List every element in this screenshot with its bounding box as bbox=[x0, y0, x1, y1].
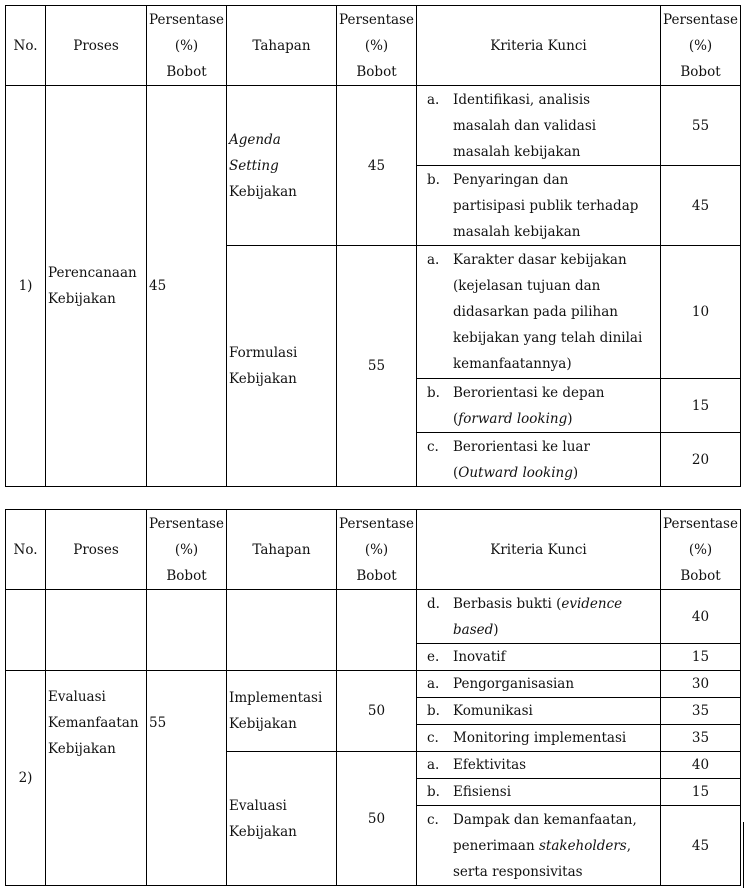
kriteria-letter: b. bbox=[427, 384, 440, 401]
kriteria-cell bbox=[417, 806, 661, 886]
tahapan-bobot: 45 bbox=[337, 86, 417, 246]
proses-line: Kebijakan bbox=[48, 741, 116, 757]
kriteria-item bbox=[419, 434, 658, 486]
kriteria-line bbox=[453, 617, 658, 643]
kriteria-italic: forward looking bbox=[458, 410, 568, 427]
row-number: 1) bbox=[6, 86, 46, 487]
header-persentase-line2: (%) bbox=[688, 37, 713, 54]
proses-bobot: 45 bbox=[147, 86, 227, 487]
header-persentase-line3: Bobot bbox=[166, 567, 207, 584]
table-header-row bbox=[6, 510, 741, 590]
kriteria-letter: c. bbox=[427, 730, 439, 746]
kriteria-text: Monitoring implementasi bbox=[453, 730, 627, 746]
kriteria-line: Dampak dan kemanfaatan, bbox=[453, 811, 637, 828]
kriteria-line: kebijakan yang telah dinilai bbox=[453, 330, 643, 346]
header-no bbox=[6, 6, 46, 86]
kriteria-text bbox=[453, 247, 658, 377]
header-tahapan bbox=[227, 510, 337, 590]
kriteria-text bbox=[453, 87, 658, 165]
kriteria-text bbox=[453, 380, 658, 432]
header-persentase-line1: Persentase bbox=[149, 11, 224, 28]
tahapan-line: Kebijakan bbox=[229, 716, 297, 732]
kriteria-italic: Outward looking bbox=[458, 464, 573, 481]
kriteria-text bbox=[453, 807, 658, 885]
header-kriteria-label: Kriteria Kunci bbox=[490, 541, 587, 558]
proses-line: Kebijakan bbox=[48, 291, 116, 307]
header-persentase-line1: Persentase bbox=[339, 11, 414, 28]
kriteria-cell bbox=[417, 433, 661, 487]
header-persentase-line3: Bobot bbox=[680, 567, 721, 584]
kriteria-cell bbox=[417, 725, 661, 752]
paren: ) bbox=[493, 621, 499, 638]
kriteria-bobot: 15 bbox=[661, 379, 741, 433]
tahapan-line: Kebijakan bbox=[229, 183, 297, 200]
tahapan-name bbox=[227, 752, 337, 886]
table-row bbox=[6, 86, 741, 166]
header-proses bbox=[46, 6, 147, 86]
header-persentase-proses bbox=[147, 510, 227, 590]
kriteria-bobot: 45 bbox=[661, 806, 741, 886]
kriteria-line bbox=[453, 591, 658, 617]
header-persentase-line2: (%) bbox=[688, 541, 713, 558]
tahapan-bobot: 50 bbox=[337, 752, 417, 886]
kriteria-plain: penerimaan bbox=[453, 837, 539, 854]
tahapan-bobot: 50 bbox=[337, 671, 417, 752]
kriteria-item bbox=[419, 752, 658, 778]
kriteria-line: (kejelasan tujuan dan bbox=[453, 278, 601, 294]
kriteria-item bbox=[419, 671, 658, 697]
header-persentase-line3: Bobot bbox=[680, 63, 721, 80]
kriteria-line: masalah kebijakan bbox=[453, 223, 581, 240]
empty-cell bbox=[6, 590, 46, 671]
header-kriteria-label: Kriteria Kunci bbox=[490, 37, 587, 54]
empty-cell bbox=[227, 590, 337, 671]
header-persentase-line1: Persentase bbox=[149, 515, 224, 532]
kriteria-letter: a. bbox=[427, 757, 440, 773]
header-persentase-line2: (%) bbox=[364, 37, 389, 54]
header-no bbox=[6, 510, 46, 590]
kriteria-letter: b. bbox=[427, 703, 440, 719]
tahapan-line: Implementasi bbox=[229, 690, 323, 706]
kriteria-cell bbox=[417, 644, 661, 671]
header-tahapan bbox=[227, 6, 337, 86]
kriteria-text: Pengorganisasian bbox=[453, 676, 575, 692]
kriteria-text bbox=[453, 434, 658, 486]
header-proses-label: Proses bbox=[73, 541, 119, 558]
header-persentase-line3: Bobot bbox=[356, 63, 397, 80]
header-persentase-tahapan bbox=[337, 6, 417, 86]
kriteria-item bbox=[419, 779, 658, 805]
kriteria-line bbox=[453, 406, 658, 432]
proses-line: Perencanaan bbox=[48, 265, 137, 281]
kriteria-cell bbox=[417, 166, 661, 246]
kriteria-line bbox=[453, 460, 658, 486]
header-proses bbox=[46, 510, 147, 590]
proses-line: Evaluasi bbox=[48, 689, 106, 705]
kriteria-text: Inovatif bbox=[453, 649, 506, 665]
paren: ) bbox=[567, 410, 573, 427]
kriteria-letter: a. bbox=[427, 91, 440, 108]
paren: ( bbox=[453, 410, 459, 427]
page-edge-line bbox=[743, 822, 744, 888]
header-tahapan-label: Tahapan bbox=[252, 541, 311, 558]
kriteria-line: Berorientasi ke luar bbox=[453, 438, 590, 455]
proses-line: Kemanfaatan bbox=[48, 715, 139, 731]
kriteria-item bbox=[419, 380, 658, 432]
kriteria-letter: d. bbox=[427, 595, 440, 612]
header-proses-label: Proses bbox=[73, 37, 119, 54]
kriteria-cell bbox=[417, 779, 661, 806]
tahapan-line: Formulasi bbox=[229, 345, 298, 361]
kriteria-line: serta responsivitas bbox=[453, 863, 583, 880]
tahapan-italic: Agenda Setting bbox=[229, 131, 281, 174]
kriteria-item bbox=[419, 591, 658, 643]
proses-name bbox=[46, 86, 147, 487]
criteria-table-2 bbox=[5, 509, 741, 886]
header-persentase-line1: Persentase bbox=[663, 11, 738, 28]
kriteria-line: partisipasi publik terhadap bbox=[453, 197, 639, 214]
header-persentase-line3: Bobot bbox=[166, 63, 207, 80]
table-header-row bbox=[6, 6, 741, 86]
kriteria-item bbox=[419, 725, 658, 751]
kriteria-letter: c. bbox=[427, 438, 439, 455]
paren: ( bbox=[453, 464, 459, 481]
kriteria-bobot: 30 bbox=[661, 671, 741, 698]
header-persentase-line1: Persentase bbox=[663, 515, 738, 532]
kriteria-bobot: 40 bbox=[661, 752, 741, 779]
kriteria-letter: b. bbox=[427, 171, 440, 188]
kriteria-line: kemanfaatannya) bbox=[453, 356, 572, 372]
kriteria-letter: a. bbox=[427, 252, 440, 268]
header-no-label: No. bbox=[13, 37, 38, 54]
tahapan-bobot: 55 bbox=[337, 246, 417, 487]
header-kriteria bbox=[417, 510, 661, 590]
kriteria-text: Efisiensi bbox=[453, 784, 512, 800]
empty-cell bbox=[337, 590, 417, 671]
header-persentase-line2: (%) bbox=[174, 541, 199, 558]
kriteria-cell bbox=[417, 698, 661, 725]
kriteria-line bbox=[453, 833, 658, 859]
tahapan-line: Kebijakan bbox=[229, 823, 297, 840]
kriteria-bobot: 35 bbox=[661, 698, 741, 725]
kriteria-cell bbox=[417, 246, 661, 379]
tahapan-line bbox=[229, 127, 334, 179]
kriteria-italic: based bbox=[453, 621, 494, 638]
kriteria-cell bbox=[417, 590, 661, 644]
header-persentase-kriteria bbox=[661, 6, 741, 86]
kriteria-text bbox=[453, 167, 658, 245]
kriteria-item bbox=[419, 698, 658, 724]
kriteria-bobot: 40 bbox=[661, 590, 741, 644]
empty-cell bbox=[46, 590, 147, 671]
row-number: 2) bbox=[6, 671, 46, 886]
kriteria-line: Karakter dasar kebijakan bbox=[453, 252, 627, 268]
kriteria-bobot: 15 bbox=[661, 644, 741, 671]
header-persentase-line2: (%) bbox=[174, 37, 199, 54]
table-row bbox=[6, 671, 741, 698]
kriteria-line: Berorientasi ke depan bbox=[453, 384, 605, 401]
kriteria-letter: c. bbox=[427, 811, 439, 828]
kriteria-bobot: 20 bbox=[661, 433, 741, 487]
kriteria-bobot: 35 bbox=[661, 725, 741, 752]
kriteria-bobot: 10 bbox=[661, 246, 741, 379]
kriteria-line: masalah dan validasi bbox=[453, 117, 597, 134]
kriteria-cell bbox=[417, 671, 661, 698]
header-no-label: No. bbox=[13, 541, 38, 558]
proses-name bbox=[46, 671, 147, 886]
kriteria-cell bbox=[417, 379, 661, 433]
kriteria-bobot: 45 bbox=[661, 166, 741, 246]
kriteria-cell bbox=[417, 752, 661, 779]
table-row bbox=[6, 590, 741, 644]
kriteria-plain: , bbox=[626, 837, 632, 854]
kriteria-italic: stakeholders bbox=[538, 837, 627, 854]
paren: ) bbox=[572, 464, 579, 481]
kriteria-line: Identifikasi, analisis bbox=[453, 91, 591, 108]
kriteria-item bbox=[419, 167, 658, 245]
header-persentase-line1: Persentase bbox=[339, 515, 414, 532]
header-persentase-tahapan bbox=[337, 510, 417, 590]
kriteria-letter: e. bbox=[427, 649, 440, 665]
tahapan-name bbox=[227, 86, 337, 246]
tahapan-name bbox=[227, 246, 337, 487]
tahapan-line: Evaluasi bbox=[229, 797, 287, 814]
kriteria-item bbox=[419, 807, 658, 885]
kriteria-item bbox=[419, 247, 658, 377]
kriteria-item bbox=[419, 644, 658, 670]
header-tahapan-label: Tahapan bbox=[252, 37, 311, 54]
kriteria-line: didasarkan pada pilihan bbox=[453, 304, 618, 320]
header-kriteria bbox=[417, 6, 661, 86]
kriteria-letter: b. bbox=[427, 784, 440, 800]
empty-cell bbox=[147, 590, 227, 671]
header-persentase-kriteria bbox=[661, 510, 741, 590]
kriteria-text: Komunikasi bbox=[453, 703, 533, 719]
kriteria-text: Efektivitas bbox=[453, 757, 527, 773]
kriteria-text bbox=[453, 591, 658, 643]
tahapan-name bbox=[227, 671, 337, 752]
header-persentase-proses bbox=[147, 6, 227, 86]
kriteria-line: masalah kebijakan bbox=[453, 143, 581, 160]
header-persentase-line2: (%) bbox=[364, 541, 389, 558]
kriteria-item bbox=[419, 87, 658, 165]
kriteria-plain: Berbasis bukti ( bbox=[453, 595, 562, 612]
header-persentase-line3: Bobot bbox=[356, 567, 397, 584]
kriteria-italic: evidence bbox=[561, 595, 623, 612]
kriteria-line: Penyaringan dan bbox=[453, 171, 569, 188]
kriteria-bobot: 15 bbox=[661, 779, 741, 806]
kriteria-letter: a. bbox=[427, 676, 440, 692]
kriteria-cell bbox=[417, 86, 661, 166]
kriteria-bobot: 55 bbox=[661, 86, 741, 166]
tahapan-line: Kebijakan bbox=[229, 371, 297, 387]
criteria-table-1 bbox=[5, 5, 741, 487]
proses-bobot: 55 bbox=[147, 671, 227, 886]
